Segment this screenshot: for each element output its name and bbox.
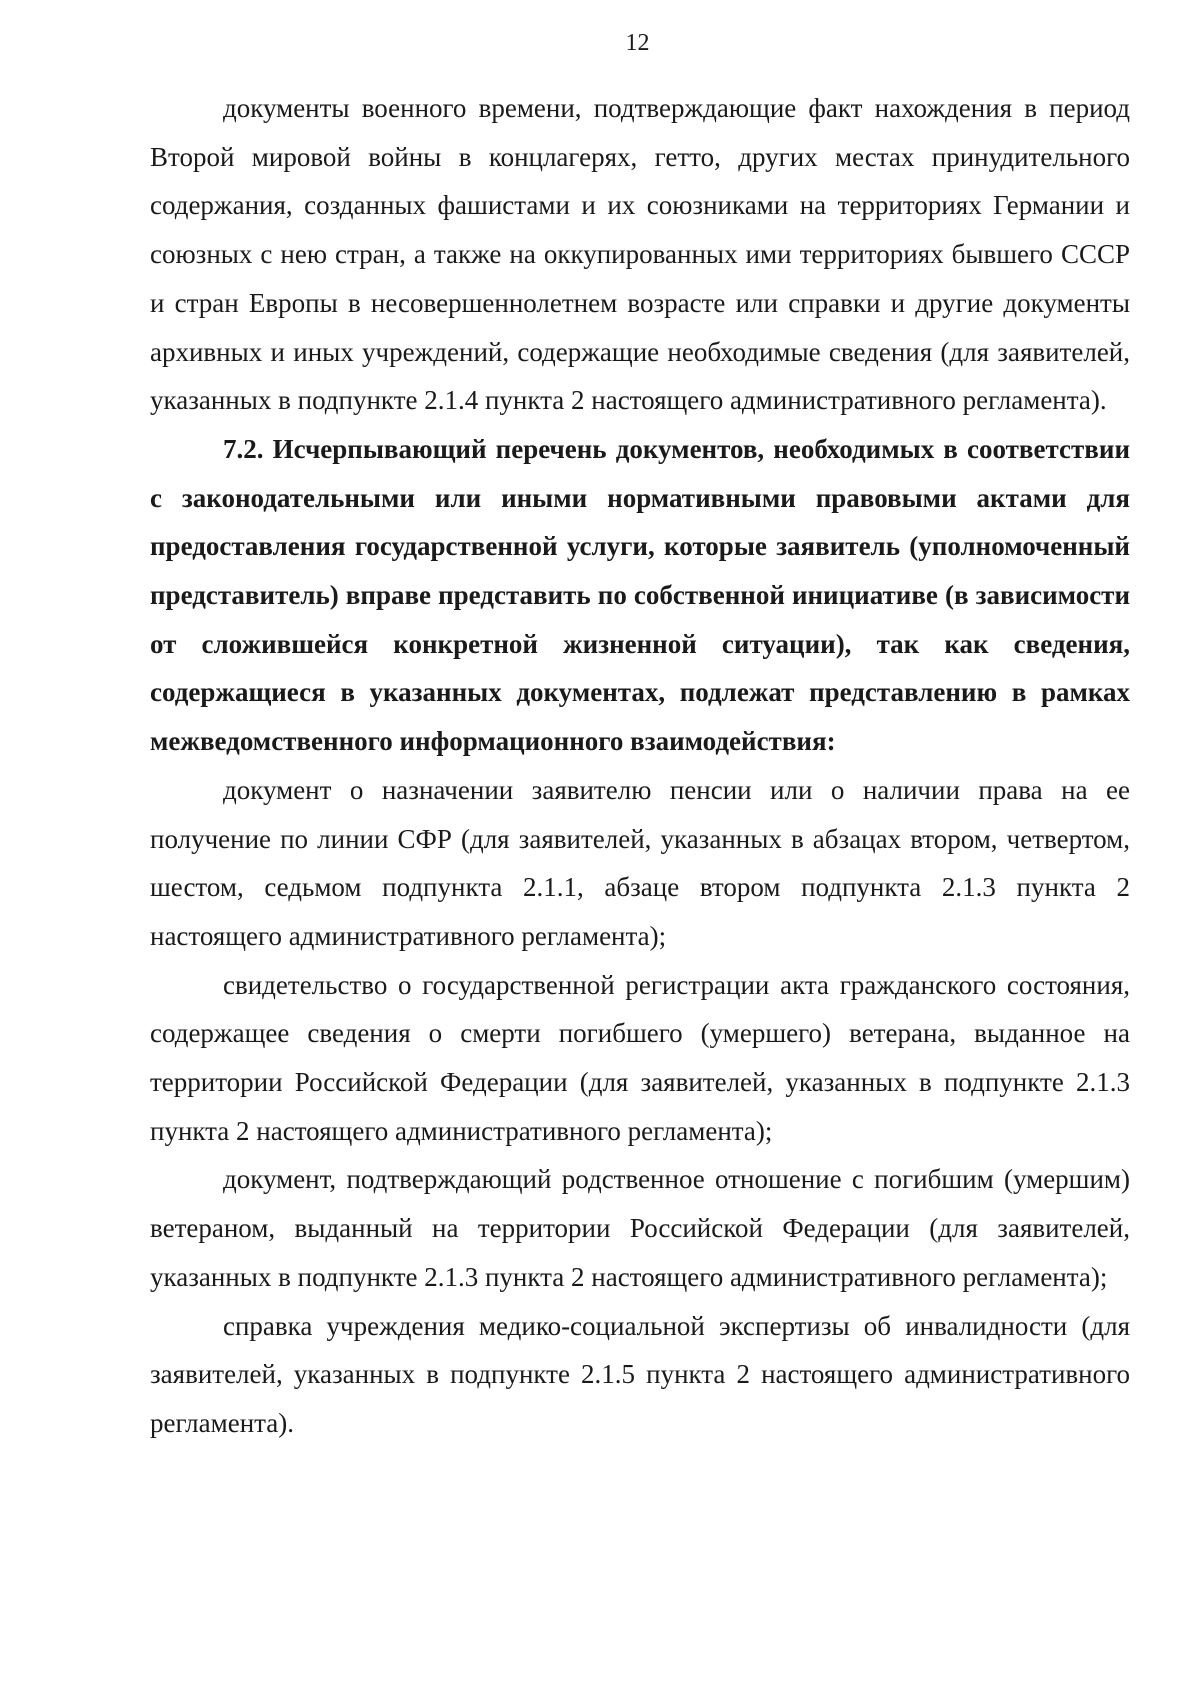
- paragraph-wartime-documents: документы военного времени, подтверждающие факт нахождения в период Второй мировой войны в концлагерях, гетто, других местах принудительного содержания, созданных фашистами и их союзниками на территориях Германии и союзных с нею стран, а также на оккупированных ими территориях бывшего СССР и стран Европы в несовершеннолетнем возрасте или справки и другие документы архивных и иных учреждений, содержащие необходимые сведения (для заявителей, указанных в подпункте 2.1.4 пункта 2 настоящего административного регламента).: [150, 93, 1130, 416]
- paragraph-death-certificate: свидетельство о государственной регистрации акта гражданского состояния, содержащее сведения о смерти погибшего (умершего) ветерана, выданное на территории Российской Федерации (для заявителей, указанных в подпункте 2.1.3 пункта 2 настоящего административного регламента);: [150, 969, 1130, 1146]
- document-body: [150, 84, 1130, 1448]
- paragraph-disability-certificate: справка учреждения медико-социальной экспертизы об инвалидности (для заявителей, указанных в подпункте 2.1.5 пункта 2 настоящего административного регламента).: [150, 1310, 1130, 1438]
- paragraph-kinship-document: документ, подтверждающий родственное отношение с погибшим (умершим) ветераном, выданный на территории Российской Федерации (для заявителей, указанных в подпункте 2.1.3 пункта 2 настоящего административного регламента);: [150, 1164, 1130, 1292]
- paragraph-pension-document: документ о назначении заявителю пенсии или о наличии права на ее получение по линии СФР (для заявителей, указанных в абзацах втором, четвертом, шестом, седьмом подпункта 2.1.1, абзаце втором подпункта 2.1.3 пункта 2 настоящего административного регламента);: [150, 774, 1130, 951]
- page-number: 12: [625, 30, 650, 56]
- section-heading-7-2: 7.2. Исчерпывающий перечень документов, необходимых в соответствии с законодательными или иными нормативными правовыми актами для предоставления государственной услуги, которые заявитель (уполномоченный представитель) вправе представить по собственной инициативе (в зависимости от сложившейся конкретной жизненной ситуации), так как сведения, содержащиеся в указанных документах, подлежат представлению в рамках межведомственного информационного взаимодействия:: [150, 433, 1130, 757]
